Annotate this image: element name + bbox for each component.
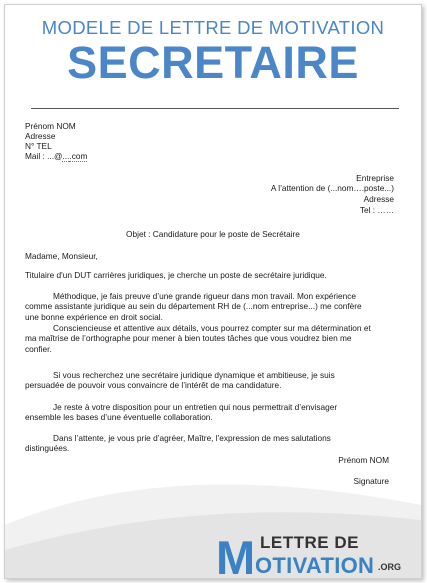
recipient-phone: Tel : …… [359, 205, 394, 215]
letter-paragraph-2: Méthodique, je fais preuve d’une grande rigueur dans mon travail. Mon expérience comme assistante juridique au sein du département RH de (...nom entreprise...) me confère une bonne expérience en droit social. [25, 291, 362, 322]
document-title: SECRETAIRE [67, 37, 359, 88]
mail-at: @ [54, 151, 63, 161]
sender-phone: N° TEL [25, 141, 52, 151]
logo-letter-m: M [216, 531, 256, 579]
mail-tld: .com [69, 151, 88, 161]
letter-paragraph-1: Titulaire d'un DUT carrières juridiques, je cherche un poste de secrétaire juridique. [25, 270, 327, 280]
header-divider [31, 108, 399, 109]
sender-mail [25, 151, 87, 161]
recipient-company: Entreprise [356, 173, 394, 183]
letter-greeting: Madame, Monsieur, [25, 251, 98, 261]
letter-paragraph-3: Consciencieuse et attentive aux détails, vous pourrez compter sur ma détermination et ma maîtrise de l’orthographe pour mener à bien toutes tâches que vous voudrez bien me confier. [25, 323, 371, 354]
logo-line-1: LETTRE DE [260, 533, 359, 552]
sender-name: Prénom NOM [25, 121, 76, 131]
document-subtitle: MODELE DE LETTRE DE MOTIVATION [41, 17, 385, 38]
logo-line-2: OTIVATION [255, 553, 375, 578]
letter-paragraph-4: Si vous recherchez une secrétaire juridique dynamique et ambitieuse, je suis persuadée de pouvoir vous convaincre de l’intérêt de ma candidature. [25, 370, 335, 391]
recipient-address: Adresse [363, 194, 394, 204]
signature: Signature [353, 476, 389, 486]
letter-paragraph-6: Dans l’attente, je vous prie d’agréer, Maître, l'expression de mes salutations distinguées. [25, 433, 331, 454]
mail-label: Mail : ... [25, 151, 55, 161]
sender-address: Adresse [25, 131, 56, 141]
mail-domain: ... [62, 151, 70, 161]
letter-page [4, 4, 422, 579]
logo-suffix: .ORG [378, 562, 402, 572]
letter-paragraph-5: Je reste à votre disposition pour un entretien qui nous permettrait d’envisager ensemble les bases d’une éventuelle collaboration. [25, 402, 338, 423]
closing-name: Prénom NOM [338, 455, 389, 465]
recipient-attention: A l’attention de (...nom….poste...) [270, 183, 394, 193]
letter-subject: Objet : Candidature pour le poste de Secrétaire [126, 229, 300, 239]
